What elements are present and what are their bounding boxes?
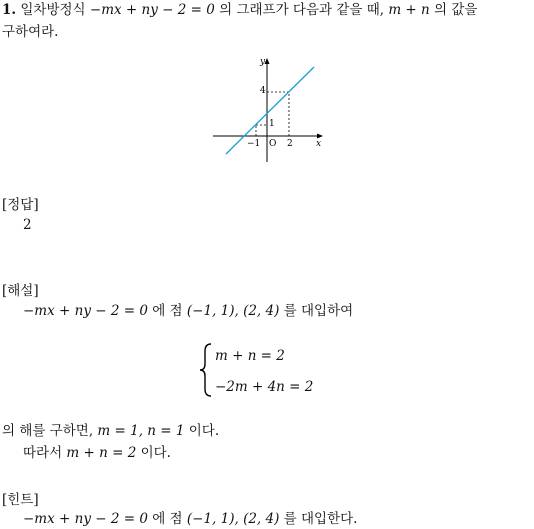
x-axis-arrow xyxy=(317,134,323,139)
problem-target-expr: m + n xyxy=(388,2,430,18)
y-axis-label: y xyxy=(260,57,266,67)
problem-line-2: 구하여라. xyxy=(2,24,59,40)
origin-label: O xyxy=(269,139,277,149)
tick-label-x-2: 2 xyxy=(287,139,293,149)
problem-number: 1. xyxy=(2,2,17,18)
problem-text-end: 의 값을 xyxy=(434,2,478,18)
system-equation-1: m + n = 2 xyxy=(215,348,285,364)
solution-heading: [해설] xyxy=(2,283,39,299)
problem-text-tail: 의 그래프가 다음과 같을 때, xyxy=(219,2,385,18)
x-axis-label: x xyxy=(316,139,322,149)
hint-points: (−1, 1), (2, 4) xyxy=(186,511,280,527)
hint-heading: [힌트] xyxy=(2,492,39,508)
solution-conclusion-end: 이다. xyxy=(140,445,171,461)
answer-heading: [정답] xyxy=(2,197,39,213)
solution-text-end-2: 이다. xyxy=(188,423,220,439)
system-equation-2: −2m + 4n = 2 xyxy=(215,379,314,395)
hint-text-mid: 에 점 xyxy=(152,511,183,527)
answer-value: 2 xyxy=(23,217,32,233)
solution-text-start: 의 해를 구하면, xyxy=(2,423,94,439)
tick-label-x-neg1: −1 xyxy=(247,139,261,149)
hint-equation: −mx + ny − 2 = 0 xyxy=(23,511,148,527)
solution-text-end: 를 대입하여 xyxy=(283,303,354,319)
problem-equation: −mx + ny − 2 = 0 xyxy=(89,2,215,18)
system-brace xyxy=(199,342,213,398)
line-graph xyxy=(205,52,330,167)
solution-conclusion-expr: m + n = 2 xyxy=(66,445,137,461)
tick-label-y-4: 4 xyxy=(260,86,266,96)
solution-line-1 xyxy=(23,303,353,320)
hint-line xyxy=(23,511,357,528)
tick-label-y-1: 1 xyxy=(269,119,275,129)
solution-points: (−1, 1), (2, 4) xyxy=(186,303,280,319)
solution-line-4 xyxy=(23,445,171,462)
y-axis-arrow xyxy=(265,58,270,64)
solution-conclusion-start: 따라서 xyxy=(23,445,63,461)
problem-line-1 xyxy=(2,2,477,19)
hint-text-end: 를 대입한다. xyxy=(283,511,358,527)
solution-values: m = 1, n = 1 xyxy=(97,423,185,439)
solution-line-3 xyxy=(2,423,219,440)
problem-text-intro: 일차방정식 xyxy=(20,2,86,18)
solution-text-mid: 에 점 xyxy=(152,303,183,319)
solution-equation: −mx + ny − 2 = 0 xyxy=(23,303,148,319)
